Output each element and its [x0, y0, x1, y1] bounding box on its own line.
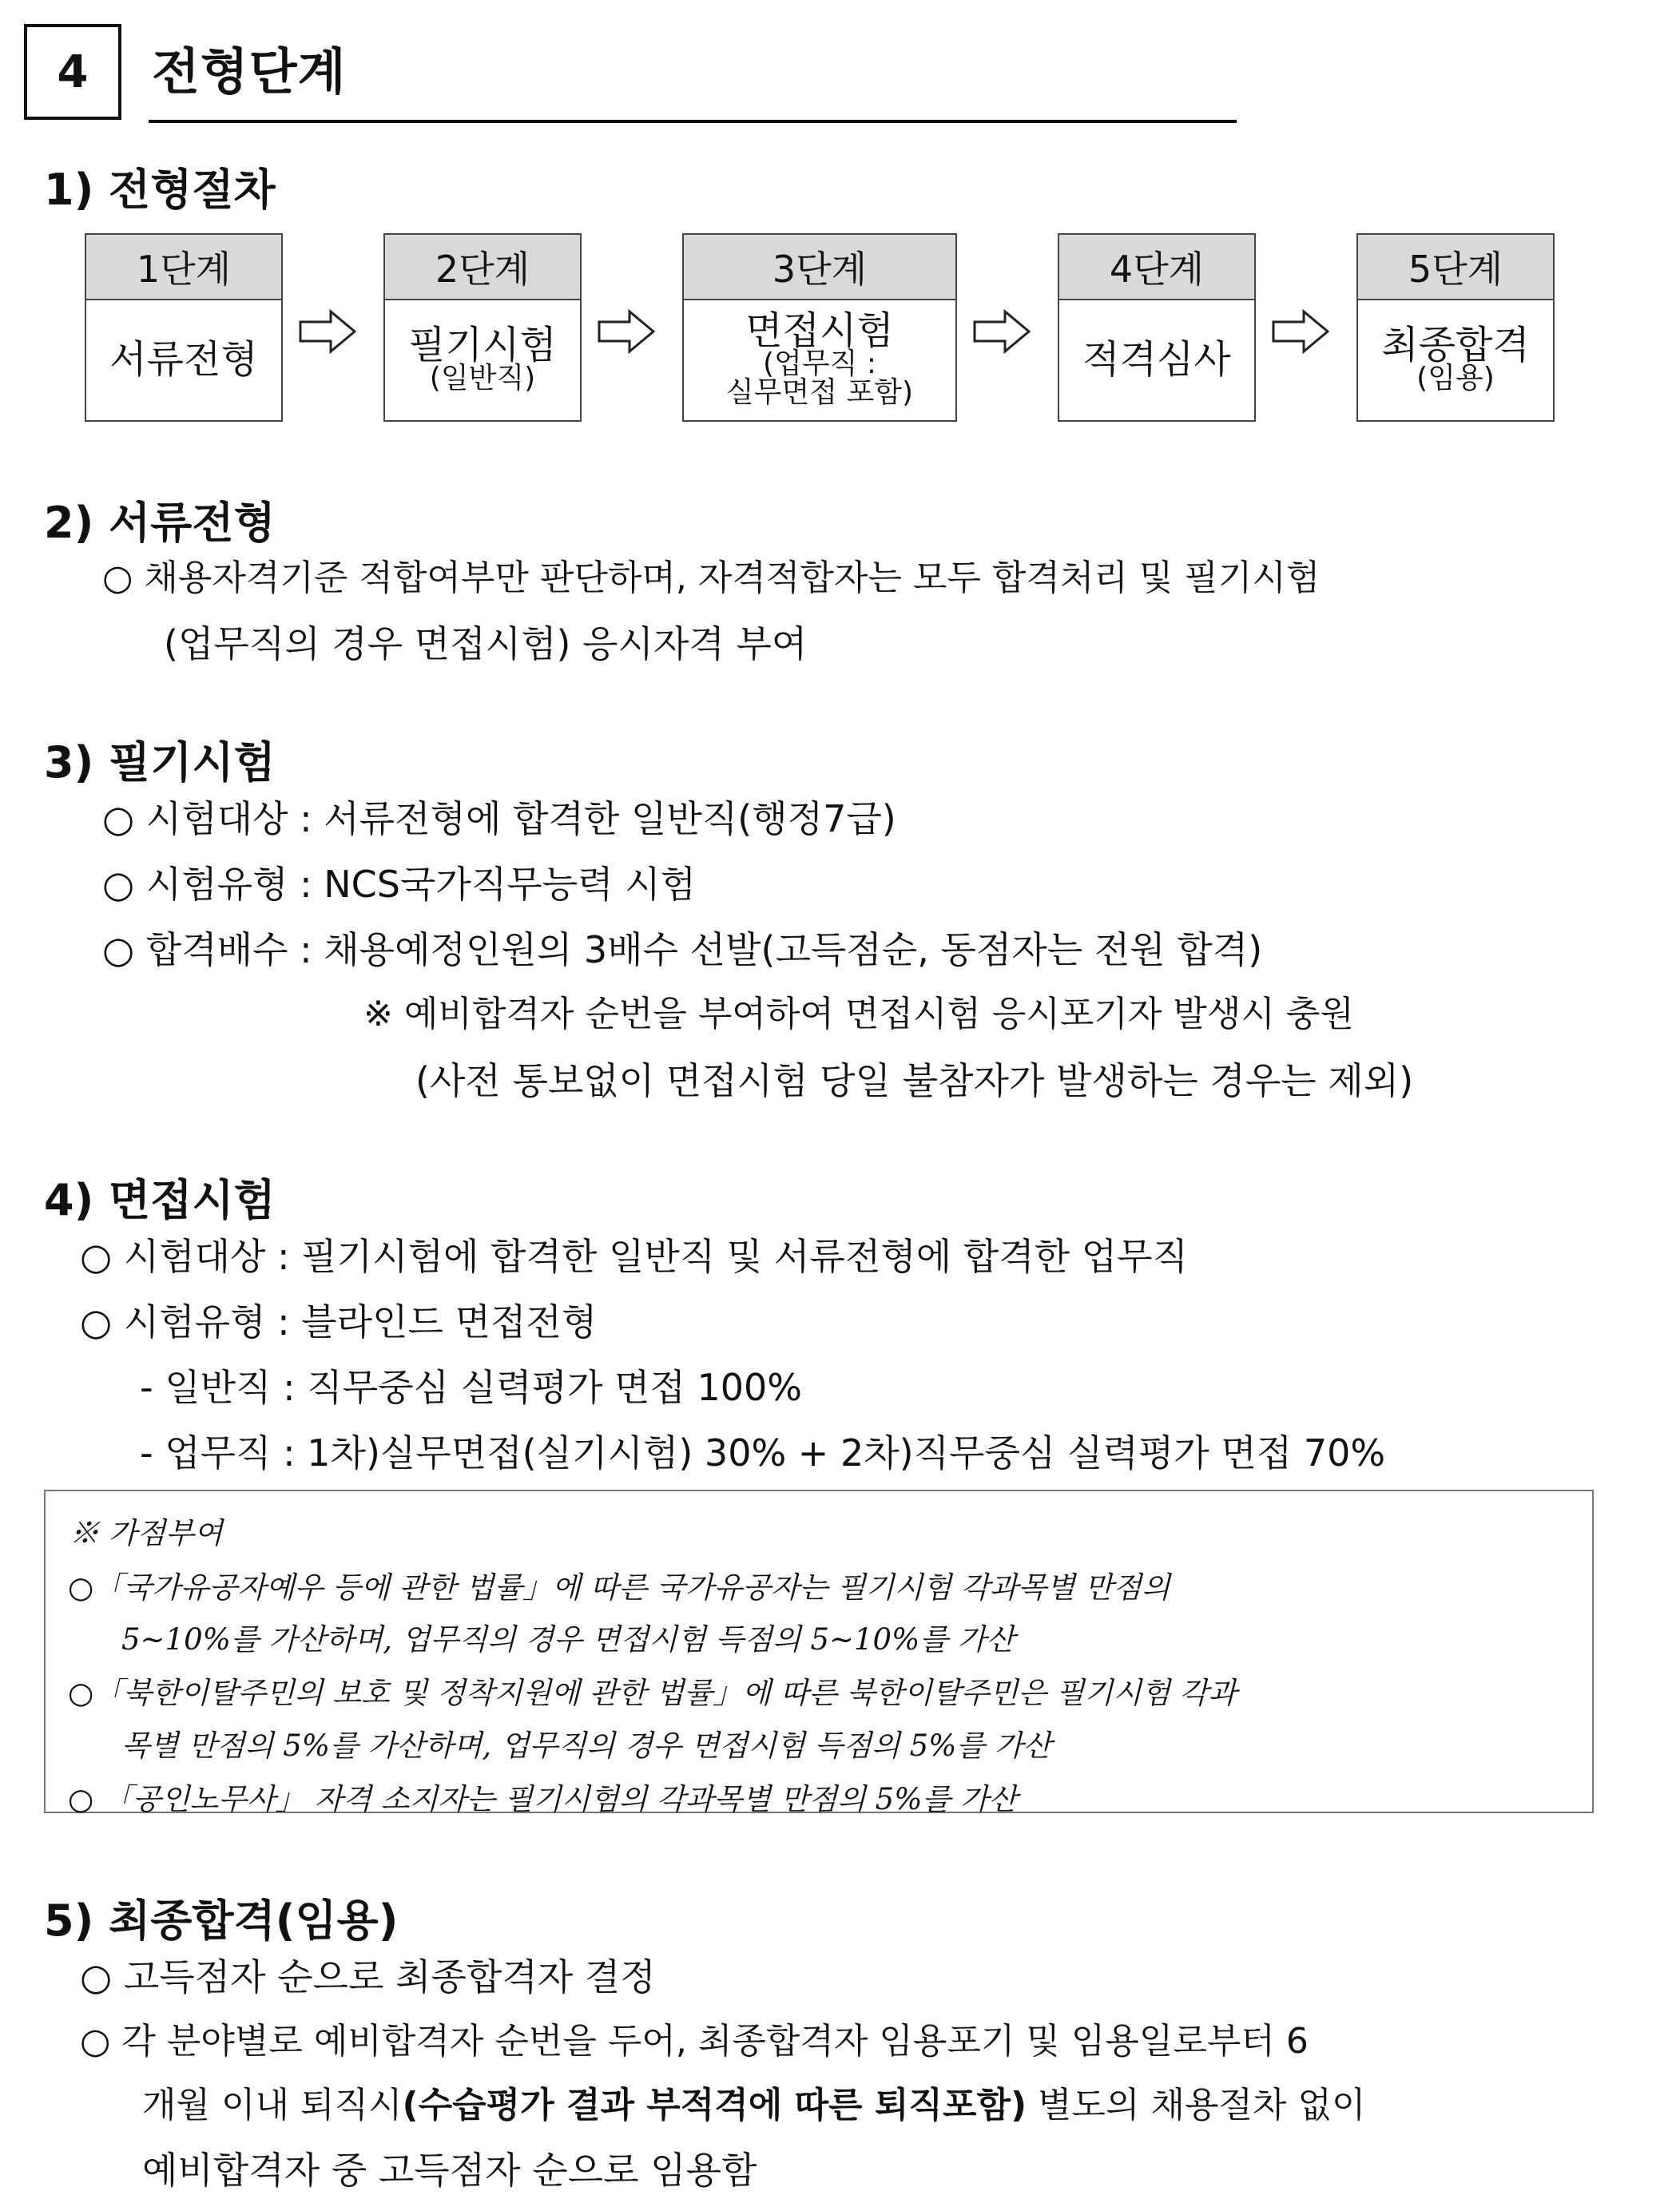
step-main: 최종합격 — [1381, 323, 1530, 367]
s4-line-4: - 업무직 : 1차)실무면접(실기시험) 30% + 2차)직무중심 실력평가 면접 70% — [140, 1431, 1386, 1475]
right-arrow-icon — [598, 309, 655, 354]
note-title: ※ 가점부여 — [70, 1516, 223, 1550]
step-3 — [682, 233, 957, 422]
step-1 — [85, 233, 283, 422]
s2-line-2: (업무직의 경우 면접시험) 응시자격 부여 — [164, 622, 808, 665]
process-flow — [85, 233, 1603, 425]
bonus-points-note-box — [44, 1490, 1594, 1816]
chapter-title: 전형단계 — [152, 42, 347, 101]
s5-line-3-pre: 개월 이내 퇴직시 — [142, 2085, 403, 2126]
step-body — [86, 300, 281, 419]
s5-line-3-bold: (수습평가 결과 부적격에 따른 퇴직포함) — [402, 2085, 1027, 2126]
s3-note-1: ※ 예비합격자 순번을 부여하여 면접시험 응시포기자 발생시 충원 — [363, 994, 1354, 1034]
step-label: 2단계 — [385, 235, 580, 300]
step-sub: (업무직 : — [763, 347, 876, 380]
section-2-title: 2) 서류전형 — [44, 498, 276, 548]
step-main: 적격심사 — [1082, 337, 1231, 382]
step-2 — [383, 233, 582, 422]
section-5-title: 5) 최종합격(임용) — [44, 1895, 399, 1946]
note-line: ○ 「공인노무사」 자격 소지자는 필기시험의 각과목별 만점의 5%를 가산 — [68, 1782, 1018, 1816]
s4-line-1: ○ 시험대상 : 필기시험에 합격한 일반직 및 서류전형에 합격한 업무직 — [80, 1235, 1189, 1278]
s3-note-2: (사전 통보없이 면접시험 당일 불참자가 발생하는 경우는 제외) — [415, 1059, 1414, 1102]
step-label: 5단계 — [1358, 235, 1553, 300]
note-line: 목별 만점의 5%를 가산하며, 업무직의 경우 면접시험 득점의 5%를 가산 — [121, 1729, 1052, 1763]
chapter-underline — [149, 120, 1237, 123]
right-arrow-icon — [299, 309, 356, 354]
s5-line-4: 예비합격자 중 고득점자 순으로 임용함 — [142, 2149, 757, 2192]
s5-line-1: ○ 고득점자 순으로 최종합격자 결정 — [80, 1955, 656, 1999]
s4-line-3: - 일반직 : 직무중심 실력평가 면접 100% — [140, 1366, 803, 1409]
s4-line-2: ○ 시험유형 : 블라인드 면접전형 — [80, 1300, 598, 1344]
note-line: 5~10%를 가산하며, 업무직의 경우 면접시험 득점의 5~10%를 가산 — [121, 1622, 1015, 1657]
chapter-number-box — [24, 24, 121, 120]
step-main: 면접시험 — [745, 308, 894, 353]
right-arrow-icon — [973, 309, 1031, 354]
note-line: ○「국가유공자예우 등에 관한 법률」에 따른 국가유공자는 필기시험 각과목별 만점의 — [68, 1570, 1170, 1605]
s3-line-1: ○ 시험대상 : 서류전형에 합격한 일반직(행정7급) — [102, 797, 896, 840]
s5-line-2: ○ 각 분야별로 예비합격자 순번을 두어, 최종합격자 임용포기 및 임용일로부터 6 — [80, 2021, 1309, 2062]
s3-line-2: ○ 시험유형 : NCS국가직무능력 시험 — [102, 863, 697, 906]
right-arrow-icon — [1272, 309, 1329, 354]
step-label: 4단계 — [1059, 235, 1254, 300]
step-sub: (임용) — [1416, 362, 1495, 395]
s5-line-3-post: 별도의 채용절차 없이 — [1027, 2085, 1366, 2126]
note-line: ○「북한이탈주민의 보호 및 정착지원에 관한 법률」에 따른 북한이탈주민은 필기시험 각과 — [68, 1676, 1237, 1710]
s5-line-3 — [142, 2085, 1366, 2126]
section-3-title: 3) 필기시험 — [44, 737, 276, 788]
section-1-title: 1) 전형절차 — [44, 165, 276, 215]
step-label: 1단계 — [86, 235, 281, 300]
step-body — [1059, 300, 1254, 419]
step-4 — [1058, 233, 1256, 422]
step-body — [385, 300, 580, 419]
s2-line-1: ○ 채용자격기준 적합여부만 판단하며, 자격적합자는 모두 합격처리 및 필기시험 — [102, 558, 1321, 598]
step-sub: (일반직) — [429, 362, 536, 395]
step-label: 3단계 — [684, 235, 955, 300]
step-body — [1358, 300, 1553, 419]
step-main: 필기시험 — [408, 323, 557, 367]
step-body — [684, 300, 955, 419]
step-sub-2: 실무면접 포함) — [725, 376, 914, 409]
step-main: 서류전형 — [109, 337, 258, 382]
section-4-title: 4) 면접시험 — [44, 1175, 276, 1225]
chapter-number: 4 — [57, 46, 89, 98]
s3-line-3: ○ 합격배수 : 채용예정인원의 3배수 선발(고득점순, 동점자는 전원 합격) — [102, 928, 1263, 971]
step-5 — [1356, 233, 1555, 422]
